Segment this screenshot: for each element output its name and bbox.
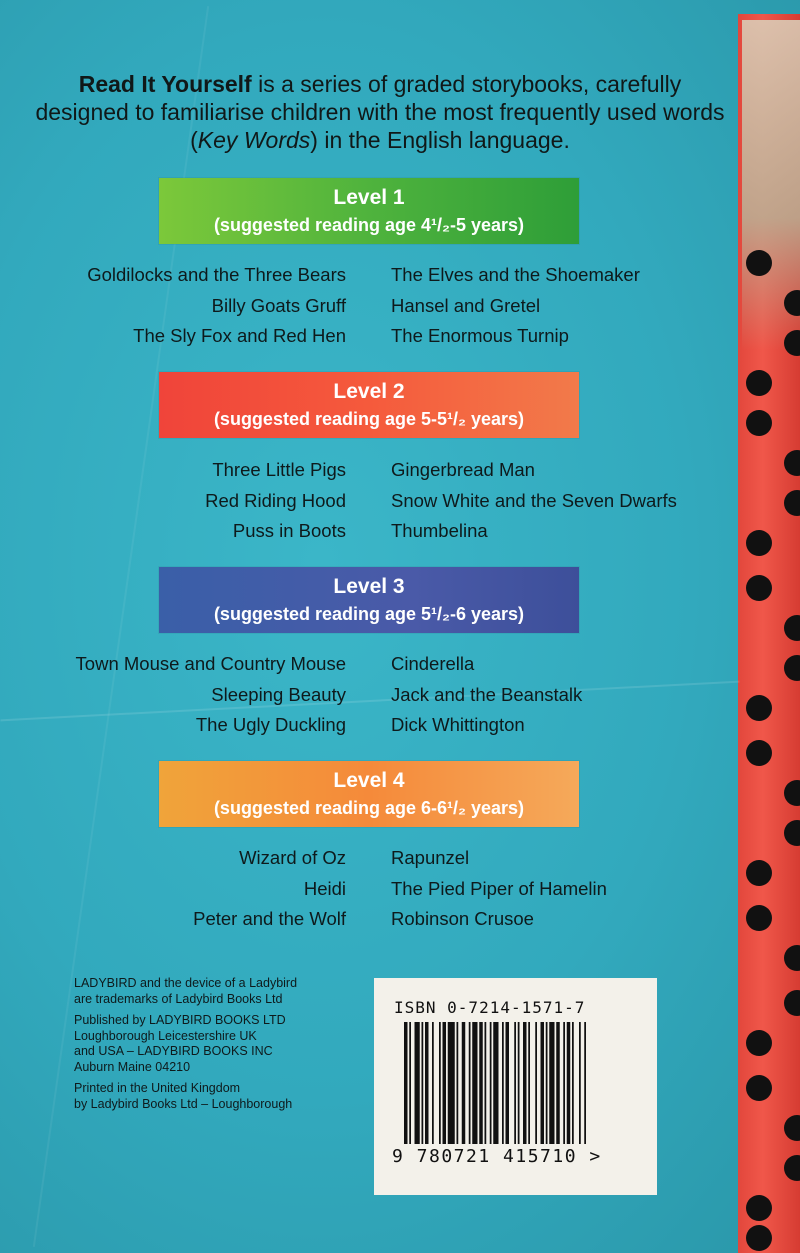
barcode-bar (443, 1022, 447, 1144)
spine-dot (746, 1225, 772, 1251)
barcode-bar (425, 1022, 429, 1144)
published-line-3: and USA – LADYBIRD BOOKS INC (74, 1044, 273, 1058)
barcode-bar (567, 1022, 571, 1144)
barcode-bar (518, 1022, 520, 1144)
titles-left (205, 455, 346, 547)
level-2-banner (159, 372, 579, 438)
book-title: Puss in Boots (232, 520, 346, 541)
book-title: Robinson Crusoe (391, 908, 534, 929)
barcode-bar (572, 1022, 574, 1144)
barcode-bar (422, 1022, 424, 1144)
titles-right (391, 649, 582, 741)
spine-dot (746, 410, 772, 436)
spine-dot (746, 740, 772, 766)
book-title: The Sly Fox and Red Hen (133, 325, 346, 346)
intro-text-b: ) in the English language. (310, 127, 570, 153)
barcode-bar (439, 1022, 441, 1144)
book-title: The Enormous Turnip (391, 325, 569, 346)
titles-left (76, 649, 346, 741)
spine-dot (746, 860, 772, 886)
spine-dot (746, 1030, 772, 1056)
trademark-line-1: LADYBIRD and the device of a Ladybird (74, 976, 298, 990)
barcode-bar (485, 1022, 487, 1144)
book-title: Snow White and the Seven Dwarfs (391, 489, 677, 511)
isbn-number: ISBN 0-7214-1571-7 (394, 998, 586, 1017)
key-words: Key Words (197, 127, 311, 153)
level-1-banner (159, 178, 579, 244)
level-age: (suggested reading age 6-6¹/₂ years) (213, 798, 525, 818)
barcode-icon (404, 1022, 634, 1144)
barcode-bar (514, 1022, 516, 1144)
intro-paragraph (30, 70, 730, 154)
published-line-2: Loughborough Leicestershire UK (74, 1028, 257, 1043)
book-title: Billy Goats Gruff (211, 294, 346, 316)
book-title: The Ugly Duckling (195, 714, 346, 735)
ean-number: 9 780721 415710 > (392, 1146, 602, 1167)
book-title: Dick Whittington (391, 714, 525, 735)
titles-right (391, 843, 607, 935)
barcode-bar (469, 1022, 471, 1144)
book-title: Rapunzel (391, 847, 470, 868)
published-by (74, 1013, 354, 1075)
spine-dot (746, 905, 772, 931)
barcode-bar (556, 1022, 560, 1144)
spine-dot (746, 530, 772, 556)
barcode-bar (457, 1022, 459, 1144)
level-name: Level 1 (333, 186, 405, 209)
spine-dot (746, 1075, 772, 1101)
book-title: Town Mouse and Country Mouse (75, 653, 346, 674)
spine-dot (746, 1195, 772, 1221)
trademark-line-2: are trademarks of Ladybird Books Ltd (74, 991, 283, 1006)
barcode-bar (490, 1022, 492, 1144)
barcode-bar (472, 1022, 477, 1144)
book-title: Goldilocks and the Three Bears (87, 264, 346, 285)
book-title: Hansel and Gretel (391, 294, 541, 316)
published-line-4: Auburn Maine 04210 (74, 1059, 191, 1074)
level-name: Level 3 (333, 575, 405, 598)
printed-line-2: by Ladybird Books Ltd – Loughborough (74, 1096, 293, 1111)
barcode-bar (409, 1022, 411, 1144)
barcode-bar (432, 1022, 434, 1144)
barcode-bar (579, 1022, 581, 1144)
barcode-bar (462, 1022, 466, 1144)
level-name: Level 2 (333, 380, 405, 403)
barcode-bar (493, 1022, 498, 1144)
barcode-bar (584, 1022, 586, 1144)
book-title: Wizard of Oz (239, 847, 346, 868)
barcode-bar (415, 1022, 420, 1144)
barcode-label (374, 978, 657, 1195)
level-age: (suggested reading age 5-5¹/₂ years) (213, 409, 525, 429)
spine-dot (746, 250, 772, 276)
level-age: (suggested reading age 4¹/₂-5 years) (213, 215, 525, 235)
barcode-bar (506, 1022, 510, 1144)
book-title: Cinderella (391, 653, 475, 674)
book-title: Peter and the Wolf (193, 908, 346, 929)
book-title: The Pied Piper of Hamelin (391, 877, 607, 899)
series-name: Read It Yourself (78, 71, 252, 97)
barcode-bar (523, 1022, 527, 1144)
book-title: The Elves and the Shoemaker (391, 264, 640, 285)
book-title: Thumbelina (391, 520, 488, 541)
printed-in (74, 1081, 354, 1112)
level-4-banner (159, 761, 579, 827)
barcode-bar (535, 1022, 537, 1144)
barcode-bar (549, 1022, 554, 1144)
barcode-bar (502, 1022, 504, 1144)
barcode-bar (528, 1022, 530, 1144)
barcode-bar (404, 1022, 408, 1144)
printed-line-1: Printed in the United Kingdom (74, 1081, 241, 1095)
publisher-info (74, 976, 354, 1118)
book-title: Heidi (303, 877, 346, 899)
spine-dot (746, 575, 772, 601)
level-name: Level 4 (333, 769, 405, 792)
book-title: Sleeping Beauty (211, 683, 346, 705)
spine-dot (746, 370, 772, 396)
published-line-1: Published by LADYBIRD BOOKS LTD (74, 1013, 286, 1027)
level-age: (suggested reading age 5¹/₂-6 years) (213, 604, 525, 624)
book-title: Red Riding Hood (205, 489, 346, 511)
titles-right (391, 455, 677, 547)
intro-text-a: is a series of graded storybooks, carefully designed to familiarise children with the most frequently used words ( (35, 71, 725, 153)
barcode-bar (546, 1022, 548, 1144)
titles-left (193, 843, 346, 935)
book-title: Three Little Pigs (212, 459, 346, 480)
book-title: Gingerbread Man (391, 459, 535, 480)
barcode-bar (563, 1022, 565, 1144)
barcode-bar (541, 1022, 545, 1144)
barcode-bar (448, 1022, 455, 1144)
book-title: Jack and the Beanstalk (391, 683, 583, 705)
trademark-notice (74, 976, 354, 1007)
spine-dot (746, 695, 772, 721)
titles-right (391, 260, 640, 352)
titles-left (87, 260, 346, 352)
barcode-bar (479, 1022, 483, 1144)
level-3-banner (159, 567, 579, 633)
